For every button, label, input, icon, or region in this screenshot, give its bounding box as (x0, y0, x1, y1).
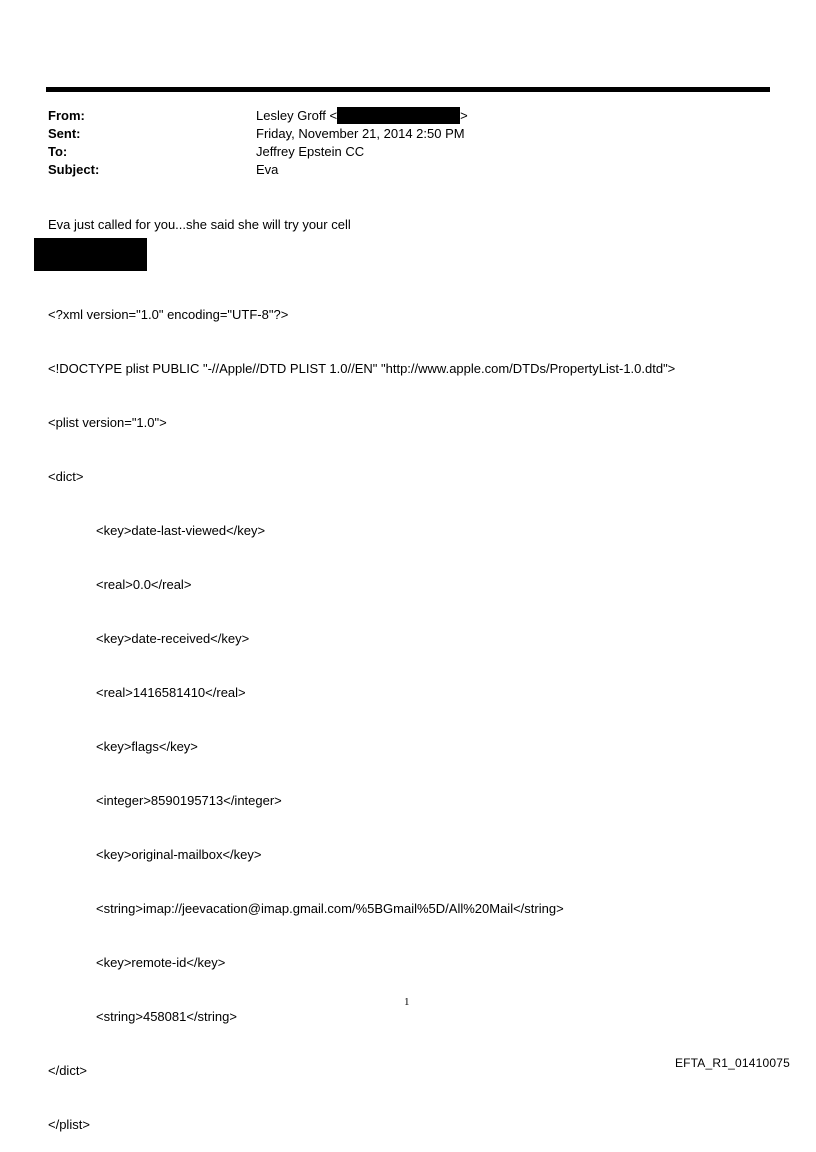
page-number: 1 (404, 996, 410, 1008)
document-id: EFTA_R1_01410075 (674, 1056, 790, 1070)
plist-entry: <key>date-last-viewed</key> (96, 523, 266, 538)
doctype-line: <!DOCTYPE plist PUBLIC "-//Apple//DTD PLIST 1.0//EN" "http://www.apple.com/DTDs/PropertyList-1.0.dtd"> (48, 361, 676, 376)
plist-entry: <key>date-received</key> (96, 631, 250, 646)
subject-label: Subject: (48, 162, 100, 177)
from-value (256, 107, 468, 125)
plist-entry: <key>remote-id</key> (96, 955, 226, 970)
subject-value: Eva (256, 162, 279, 177)
to-row (48, 143, 468, 161)
from-label: From: (48, 108, 85, 123)
email-header (48, 107, 468, 179)
redaction-block (34, 238, 147, 271)
from-email-close: > (460, 108, 468, 123)
dict-close-tag: </dict> (48, 1063, 88, 1078)
plist-close-tag: </plist> (48, 1117, 90, 1132)
to-label: To: (48, 144, 68, 159)
message-body: Eva just called for you...she said she will try your cell (48, 217, 351, 232)
plist-entry: <integer>8590195713</integer> (96, 793, 282, 808)
plist-entry: <key>original-mailbox</key> (96, 847, 262, 862)
plist-entry: <real>0.0</real> (96, 577, 192, 592)
plist-entry: <string>imap://jeevacation@imap.gmail.com/%5BGmail%5D/All%20Mail</string> (96, 901, 564, 916)
sent-row (48, 125, 468, 143)
dict-open-tag: <dict> (48, 469, 84, 484)
subject-row (48, 161, 468, 179)
from-name: Lesley Groff < (256, 108, 338, 123)
plist-content (48, 270, 675, 1152)
xml-declaration: <?xml version="1.0" encoding="UTF-8"?> (48, 307, 289, 322)
plist-entry: <real>1416581410</real> (96, 685, 246, 700)
plist-entry: <key>flags</key> (96, 739, 198, 754)
sent-label: Sent: (48, 126, 81, 141)
to-value: Jeffrey Epstein CC (256, 144, 365, 159)
from-row (48, 107, 468, 125)
redaction-bar (337, 107, 460, 124)
sent-value: Friday, November 21, 2014 2:50 PM (256, 126, 465, 141)
header-divider (46, 87, 770, 92)
plist-entry: <string>458081</string> (96, 1009, 237, 1024)
plist-open-tag: <plist version="1.0"> (48, 415, 167, 430)
